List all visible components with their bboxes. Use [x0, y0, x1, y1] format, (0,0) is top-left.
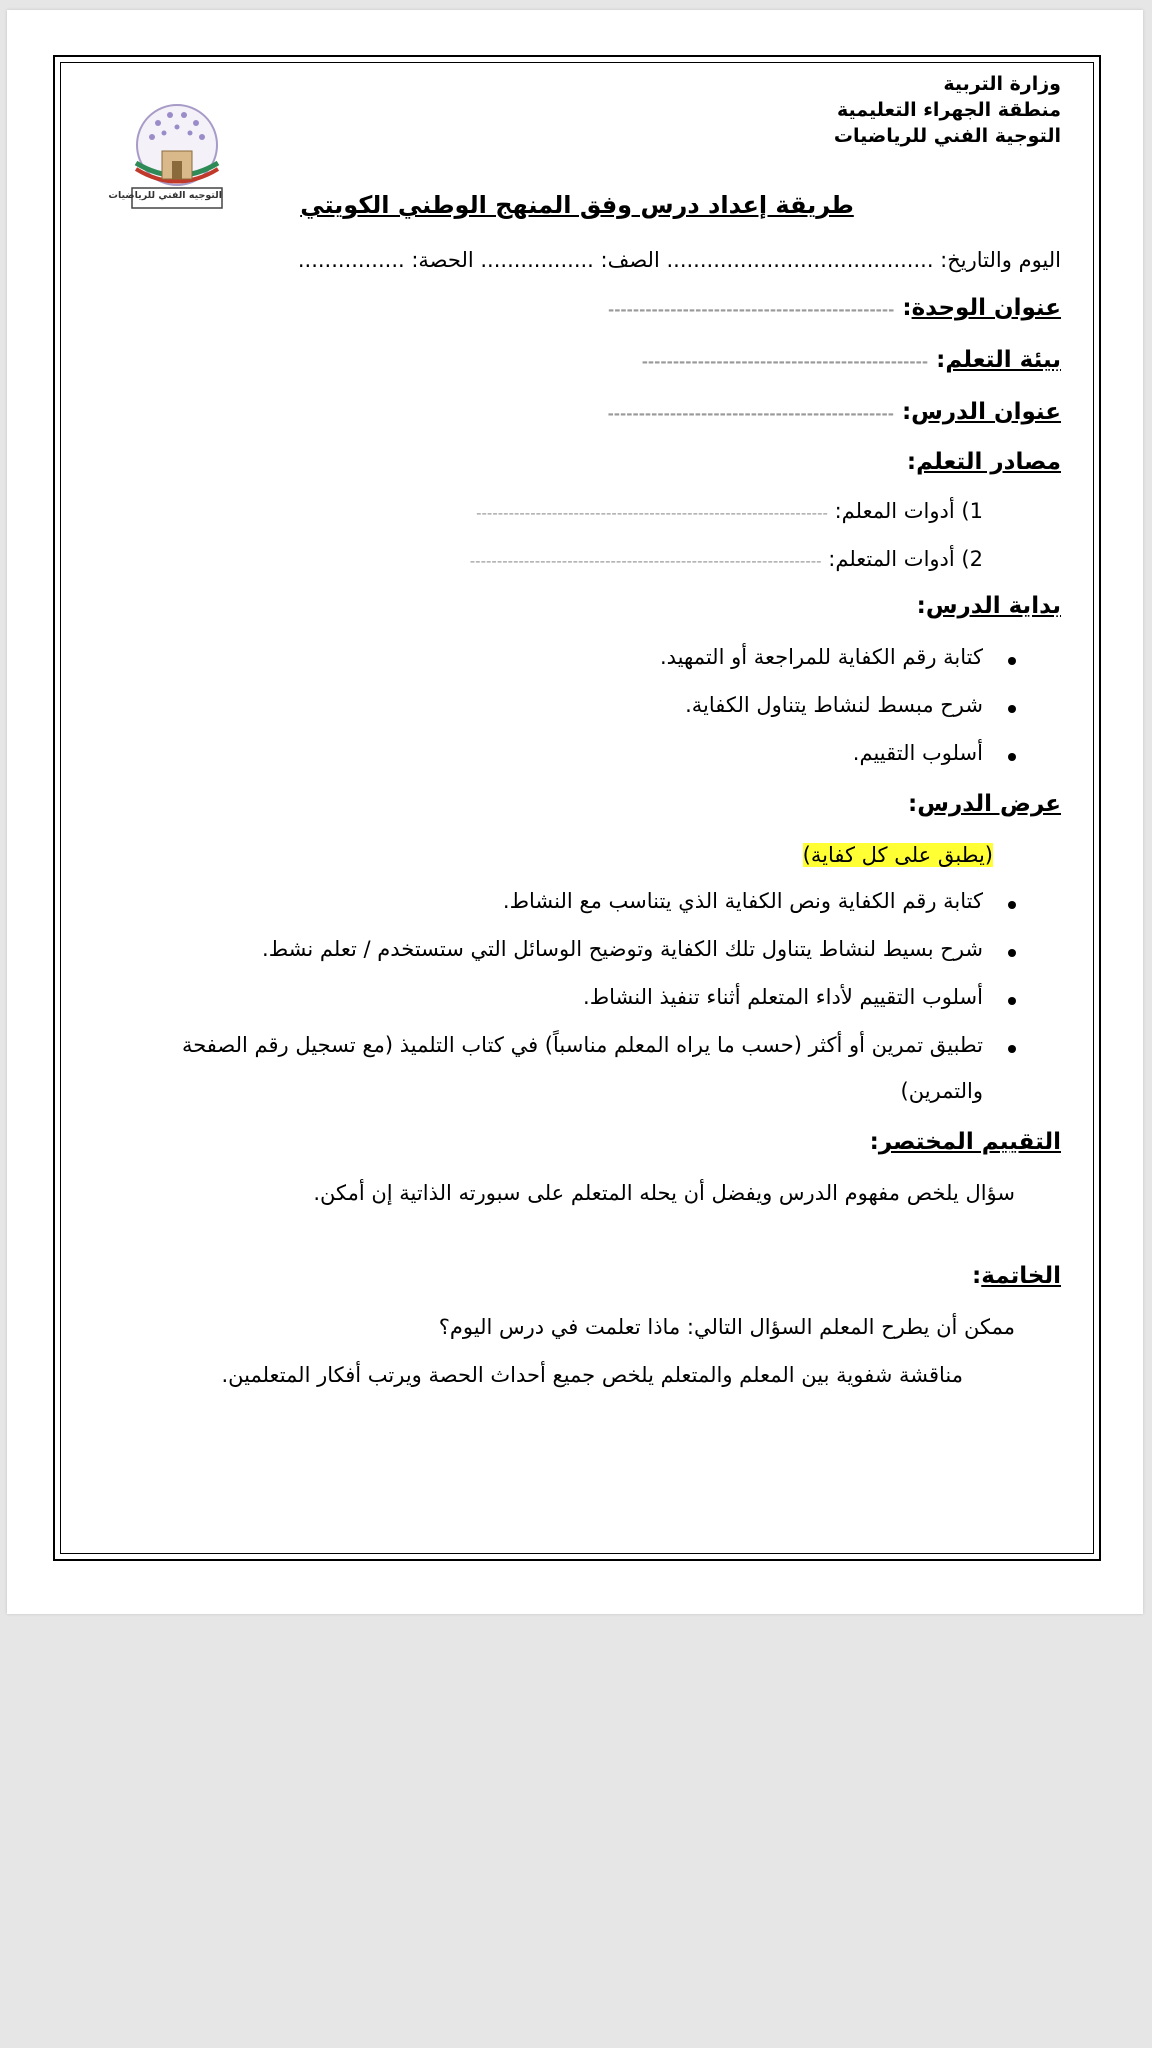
unit-title-line: ---------------------------------------------- [607, 301, 895, 319]
presentation-heading [908, 791, 1061, 817]
closing-line-2: مناقشة شفوية بين المعلم والمتعلم يلخص جميع أحداث الحصة ويرتب أفكار المتعلمين. [221, 1363, 963, 1387]
resource-line: ----------------------------------------------------------------- [476, 504, 828, 522]
environment-colon: : [936, 347, 946, 373]
list-item: كتابة رقم الكفاية للمراجعة أو التمهيد. [659, 645, 983, 669]
page-border-inner [60, 62, 1094, 1554]
department-name: التوجية الفني للرياضيات [833, 125, 1061, 147]
resource-text: أدوات المعلم: [834, 499, 955, 523]
unit-title-row [608, 295, 1061, 321]
assessment-colon: : [869, 1129, 879, 1155]
resource-number: 2) [961, 547, 983, 571]
highlighted-note: (يطبق على كل كفاية) [802, 843, 993, 867]
region-name: منطقة الجهراء التعليمية [836, 99, 1061, 121]
start-colon: : [916, 593, 926, 619]
lesson-colon: : [901, 399, 912, 425]
list-item: شرح مبسط لنشاط يتناول الكفاية. [685, 693, 983, 717]
lesson-title-line: ---------------------------------------------- [607, 405, 894, 423]
environment-row [642, 347, 1061, 373]
resource-item [476, 499, 983, 523]
environment-line: ---------------------------------------------- [641, 353, 929, 371]
resources-label: مصادر التعلم [916, 449, 1061, 475]
resources-colon: : [906, 449, 917, 475]
closing-heading [972, 1263, 1061, 1289]
environment-label: بيئة التعلم [945, 347, 1061, 373]
closing-colon: : [972, 1263, 982, 1289]
document-page [7, 10, 1143, 1614]
resource-number: 1) [961, 499, 983, 523]
assessment-label: التقييم المختصر [878, 1129, 1061, 1155]
page-border [53, 55, 1101, 1561]
start-label: بداية الدرس [925, 593, 1061, 619]
list-item: أسلوب التقييم لأداء المتعلم أثناء تنفيذ النشاط. [583, 985, 983, 1009]
ministry-name: وزارة التربية [943, 73, 1061, 95]
resource-line: ----------------------------------------------------------------- [469, 552, 822, 570]
lesson-title-label: عنوان الدرس [911, 399, 1061, 425]
unit-colon: : [902, 295, 912, 321]
presentation-label: عرض الدرس [917, 791, 1061, 817]
date-line [298, 248, 1061, 272]
day-date-field: اليوم والتاريخ: ........................................ [666, 248, 1061, 272]
start-heading [917, 593, 1061, 619]
list-item: شرح بسيط لنشاط يتناول تلك الكفاية وتوضيح الوسائل التي ستستخدم / تعلم نشط. [262, 937, 983, 961]
period-field: الحصة: ................ [297, 248, 474, 272]
resource-item [470, 547, 983, 571]
grade-field: الصف: ................. [480, 248, 660, 272]
assessment-heading [870, 1129, 1061, 1155]
resources-heading [907, 449, 1061, 475]
lesson-title-row [608, 399, 1061, 425]
presentation-colon: : [908, 791, 918, 817]
closing-label: الخاتمة [981, 1263, 1061, 1289]
assessment-text: سؤال يلخص مفهوم الدرس ويفضل أن يحله المتعلم على سبورته الذاتية إن أمكن. [313, 1181, 1015, 1205]
page-title: طريقة إعداد درس وفق المنهج الوطني الكويتي [300, 191, 854, 219]
unit-title-label: عنوان الوحدة [911, 295, 1061, 321]
closing-line-1: ممكن أن يطرح المعلم السؤال التالي: ماذا تعلمت في درس اليوم؟ [438, 1315, 1015, 1339]
list-item: أسلوب التقييم. [852, 741, 983, 765]
logo-caption: التوجيه الفني للرياضيات [108, 190, 222, 201]
list-item: تطبيق تمرين أو أكثر (حسب ما يراه المعلم مناسباً) في كتاب التلميذ (مع تسجيل رقم الصفحة [181, 1033, 983, 1057]
resource-text: أدوات المتعلم: [828, 547, 955, 571]
list-item-continuation: والتمرين) [900, 1079, 983, 1103]
presentation-note [803, 843, 993, 867]
list-item: كتابة رقم الكفاية ونص الكفاية الذي يتناسب مع النشاط. [502, 889, 983, 913]
